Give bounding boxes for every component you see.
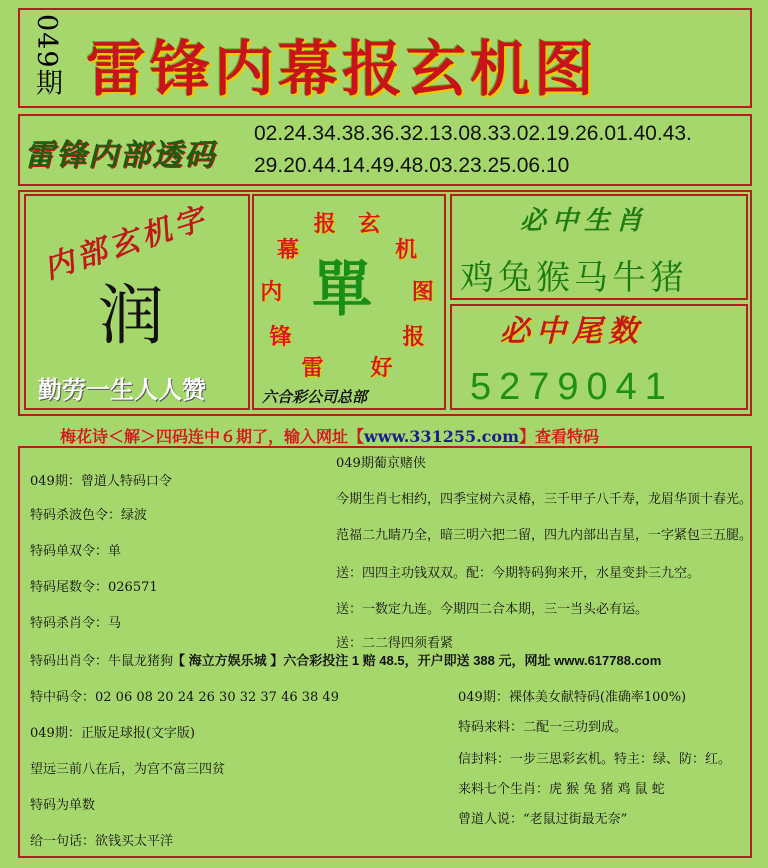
mystery-character: 润 [98, 277, 164, 354]
numbers-row-2: 29.20.44.14.49.48.03.23.25.06.10 [254, 154, 570, 177]
ring-character: 雷 [301, 355, 324, 382]
tail-digits: 5279041 [470, 366, 674, 408]
left-line-2: 特码单双令：单 [30, 544, 122, 559]
bottom-right-line-1: 特码来料：二配一三功到成。 [458, 720, 628, 735]
banner-text: 梅花诗＜解＞四码连中６期了，输入网址【 [60, 427, 365, 446]
left-line-5: 特码出肖令：牛鼠龙猪狗 [30, 654, 174, 669]
bottom-right-line-3: 来料七个生肖：虎 猴 兔 猪 鸡 鼠 蛇 [458, 782, 665, 797]
right-line-4: 送：一数定九连。今期四二合本期，三一当头必有运。 [336, 602, 649, 617]
ad-line[interactable]: 【 海立方娱乐城 】六合彩投注 1 赔 48.5，开户即送 388 元，网址 www.617788.com [172, 653, 662, 668]
center-panel-footer: 六合彩公司总部 [262, 388, 368, 406]
ring-character: 玄 [358, 211, 381, 238]
ring-character: 幕 [276, 236, 299, 263]
zodiac-label: 必中生肖 [520, 206, 649, 236]
bottom-left-line-2: 望远三前八在后，为宫不富三四贫 [30, 762, 226, 777]
right-line-0: 049期葡京赌侠 [336, 456, 426, 471]
ring-character: 锋 [269, 323, 292, 350]
ring-character: 好 [370, 355, 393, 382]
left-line-4: 特码杀肖令：马 [30, 616, 122, 631]
ring-character: 报 [402, 323, 425, 350]
bottom-right-line-2: 信封料：一步三思彩玄机。特主：绿、防：红。 [458, 752, 732, 767]
page-title: 雷锋内幕报玄机图 [86, 35, 598, 105]
banner [60, 424, 599, 447]
numbers-row-1: 02.24.34.38.36.32.13.08.33.02.19.26.01.40.43. [254, 122, 692, 145]
right-line-1: 今期生肖七相约，四季宝树六灵椿，三千甲子八千寿，龙眉华顶十春光。 [336, 492, 753, 507]
bottom-left-line-4: 给一句话：欲钱买太平洋 [30, 834, 174, 849]
bottom-right-line-0: 049期：裸体美女献特码(准确率100%) [458, 690, 687, 705]
right-line-5: 送：二二得四须看紧 [336, 636, 454, 651]
tail-label: 必中尾数 [500, 314, 644, 349]
center-big-character: 單 [312, 255, 372, 325]
right-line-3: 送：四四主功钱双双。配：今期特码狗来开，水星变卦三九空。 [336, 566, 701, 581]
numbers-label: 雷锋内部透码 [24, 138, 216, 173]
ring-character: 机 [395, 236, 418, 263]
issue-number: 049期 [31, 14, 62, 97]
ring-character: 内 [260, 279, 283, 306]
left-panel-phrase: 勤劳一生人人赞 [38, 375, 206, 404]
left-line-0: 049期：曾道人特码口令 [30, 474, 172, 489]
left-line-1: 特码杀波色令：绿波 [30, 508, 148, 523]
bottom-left-line-1: 049期：正版足球报(文字版) [30, 726, 195, 741]
left-line-3: 特码尾数令：026571 [30, 580, 158, 595]
bottom-left-line-0: 特中码令：02 06 08 20 24 26 30 32 37 46 38 49 [30, 690, 339, 705]
banner-tail: 】查看特码 [519, 427, 600, 446]
zodiac-list: 鸡兔猴马牛猪 [460, 258, 688, 298]
banner-url[interactable]: www.331255.com [364, 427, 520, 446]
right-line-2: 范福二九睛乃全，暗三明六把二留，四九内部出吉星，一字紧包三五腿。 [336, 528, 753, 543]
bottom-right-line-4: 曾道人说：“老鼠过街最无奈” [458, 812, 628, 827]
left-panel-label: 内部玄机字 [39, 200, 213, 287]
bottom-left-line-3: 特码为单数 [30, 798, 96, 813]
ring-character: 图 [411, 279, 434, 306]
ring-character: 报 [313, 211, 336, 238]
